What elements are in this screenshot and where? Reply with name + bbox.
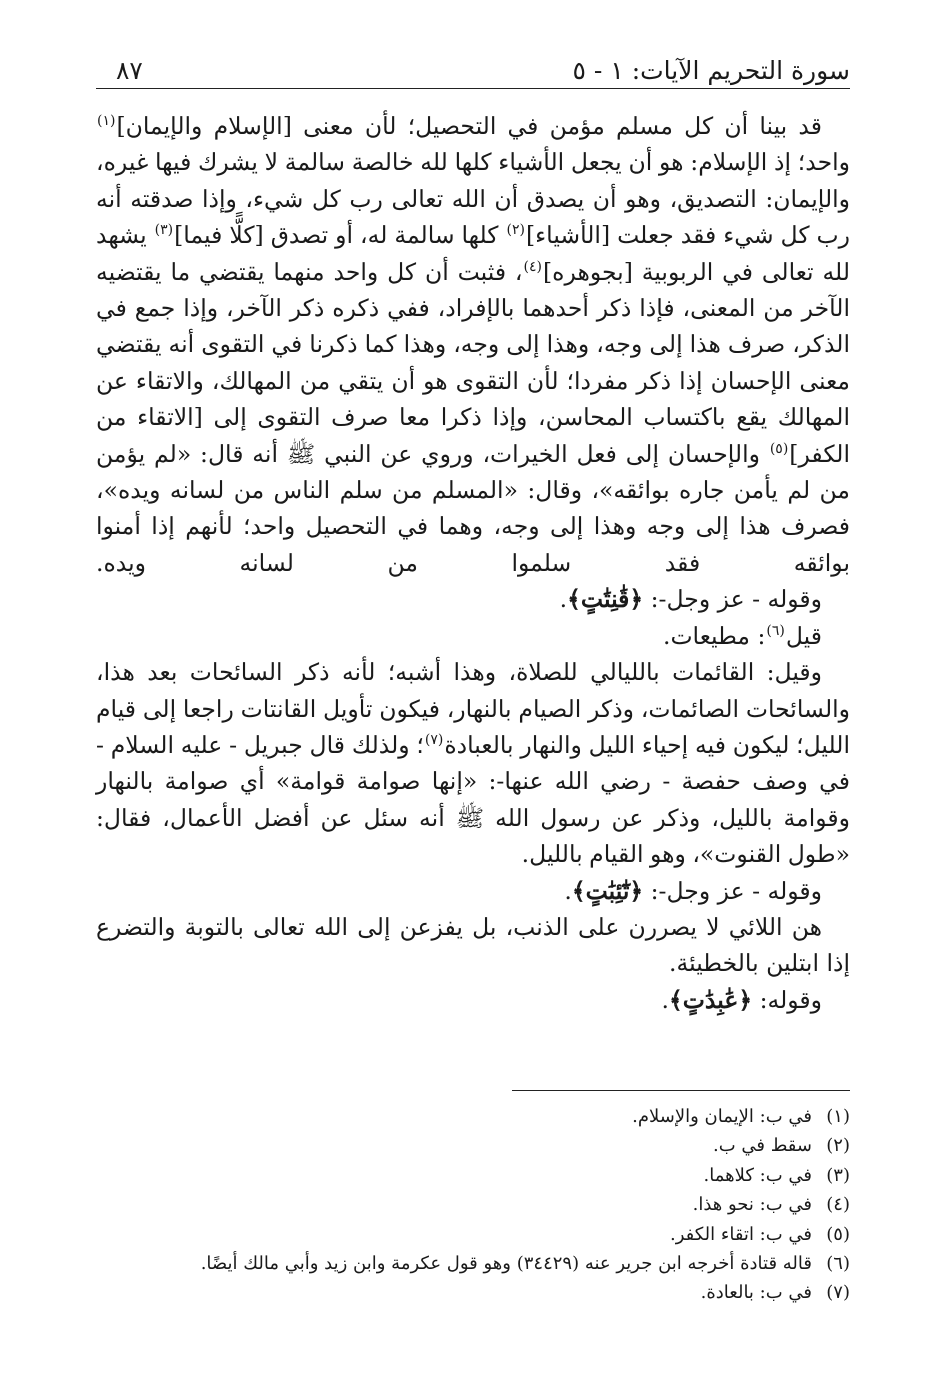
text-segment: . [559, 585, 568, 614]
text-segment: وقوله: [752, 985, 822, 1014]
footnote-5 [96, 1220, 850, 1249]
main-text [96, 108, 850, 1018]
footnote-ref-4: (٤) [523, 258, 542, 275]
footnote-number: (٢) [826, 1135, 850, 1157]
footnote-text: في ب: كلاهما. [703, 1164, 812, 1186]
text-segment: قيل [785, 621, 822, 650]
footnote-number: (٧) [826, 1282, 850, 1304]
footnote-3 [96, 1161, 850, 1190]
page-number: ٨٧ [116, 56, 143, 85]
footnote-number: (٣) [826, 1164, 850, 1186]
quran-verse-abidat: ﴿عَٰبِدَٰتٍ﴾ [669, 985, 753, 1014]
text-segment: ، فثبت أن كل واحد منهما يقتضي ما يقتضيه الآخر من المعنى، فإذا ذكر أحدهما بالإفراد، ففي ذكره ذكر الآخر، وإذا جمع في الذكر، صرف هذا إلى وجه، وهذا إلى وجه، وهذا كما ذكرنا في التقوى أنه يقتضي معنى الإحسان إذا ذكر مفردا؛ لأن التقوى هو أن يتقي من المهالك، والاتقاء عن المهالك يقع باكتساب المحاسن، وإذا ذكرا معا صرف التقوى إلى [الاتقاء من الكفر] [96, 257, 850, 468]
footnote-ref-1: (١) [97, 113, 116, 130]
footnote-text: سقط في ب. [713, 1135, 812, 1157]
text-segment: كلها سالمة له، أو تصدق [كلًّا فيما] [174, 221, 506, 250]
footnote-ref-5: (٥) [769, 440, 789, 457]
paragraph-1 [96, 108, 850, 581]
paragraph-6: هن اللائي لا يصررن على الذنب، بل يفزعن إلى الله تعالى بالتوبة والتضرع إذا ابتلين بالخطيئة. [96, 912, 850, 978]
footnote-number: (٤) [826, 1194, 850, 1216]
paragraph-5 [96, 873, 850, 909]
text-segment: قد بينا أن كل مسلم مؤمن في التحصيل؛ لأن معنى [الإسلام والإيمان] [116, 112, 822, 140]
footnote-4 [96, 1190, 850, 1219]
footnotes [96, 1102, 850, 1308]
text-segment: ؛ ولذلك قال جبريل - عليه السلام - في وصف حفصة - رضي الله عنها-: «إنها صوامة قوامة» أي صوامة بالنهار وقوامة بالليل، وذكر عن رسول الله ﷺ أنه سئل عن أفضل الأعمال، فقال: «طول القنوت»، وهو القيام بالليل. [96, 730, 850, 869]
paragraph-4 [96, 654, 850, 872]
header-title: سورة التحريم الآيات: ١ - ٥ [572, 56, 850, 85]
text-segment: . [661, 985, 669, 1014]
footnote-text: في ب: الإيمان والإسلام. [632, 1106, 812, 1127]
footnote-number: (٥) [826, 1223, 850, 1245]
footnote-6 [96, 1249, 850, 1278]
footnote-ref-6: (٦) [766, 622, 785, 639]
text-segment: وقوله - عز وجل-: [643, 876, 822, 905]
footnote-text: في ب: بالعادة. [700, 1282, 812, 1304]
text-segment: يشهد لله تعالى في الربوبية [بجوهره] [96, 221, 850, 286]
footnote-2 [96, 1131, 850, 1160]
footnote-text: في ب: اتقاء الكفر. [669, 1223, 812, 1245]
paragraph-2 [96, 581, 850, 617]
text-segment: وقوله - عز وجل-: [643, 585, 822, 614]
paragraph-7 [96, 982, 850, 1018]
footnote-7 [96, 1278, 850, 1307]
text-segment: والإحسان إلى فعل الخيرات، وروي عن النبي ﷺ أنه قال: «لم يؤمن من لم يأمن جاره بوائقه»، وقال: «المسلم من سلم الناس من لسانه ويده»، فصرف هذا إلى وجه وهذا إلى وجه، وهما في التحصيل واحد؛ لأنهم إذا أمنوا بوائقه فقد سلموا من لسانه ويده. [96, 439, 850, 577]
text-segment: . [564, 876, 572, 905]
footnote-1 [96, 1102, 850, 1131]
running-header [96, 52, 850, 89]
footnote-ref-7: (٧) [424, 732, 444, 749]
footnote-text: قاله قتادة أخرجه ابن جرير عنه (٣٤٤٢٩) وهو قول عكرمة وابن زيد وأبي مالك أيضًا. [200, 1253, 812, 1275]
footnote-number: (٦) [826, 1253, 850, 1275]
text-segment: وقيل: القائمات بالليالي للصلاة، وهذا أشبه؛ لأنه ذكر السائحات بعد هذا، والسائحات الصائمات، وذكر الصيام بالنهار، فيكون تأويل القانتات راجعا إلى قيام الليل؛ ليكون فيه إحياء الليل والنهار بالعبادة [96, 658, 850, 759]
footnote-separator [512, 1090, 850, 1091]
footnote-ref-2: (٢) [506, 222, 525, 239]
paragraph-3 [96, 618, 850, 654]
quran-verse-taibat: ﴿تَٰٓئِبَٰتٍ﴾ [571, 876, 644, 905]
footnote-number: (١) [826, 1106, 850, 1127]
footnote-ref-3: (٣) [154, 222, 174, 239]
quran-verse-qanitat: ﴿قَٰنِتَٰتٍ﴾ [567, 585, 644, 614]
text-segment: : مطيعات. [662, 621, 766, 650]
footnote-text: في ب: نحو هذا. [692, 1194, 812, 1216]
text-segment: واحد؛ إذ الإسلام: هو أن يجعل الأشياء كلها لله خالصة سالمة لا يشرك فيها غيره، والإيمان: التصديق، وهو أن يصدق أن الله تعالى رب كل شيء، وإذا صدقته أنه رب كل شيء فقد جعلت [الأشياء] [96, 148, 850, 250]
